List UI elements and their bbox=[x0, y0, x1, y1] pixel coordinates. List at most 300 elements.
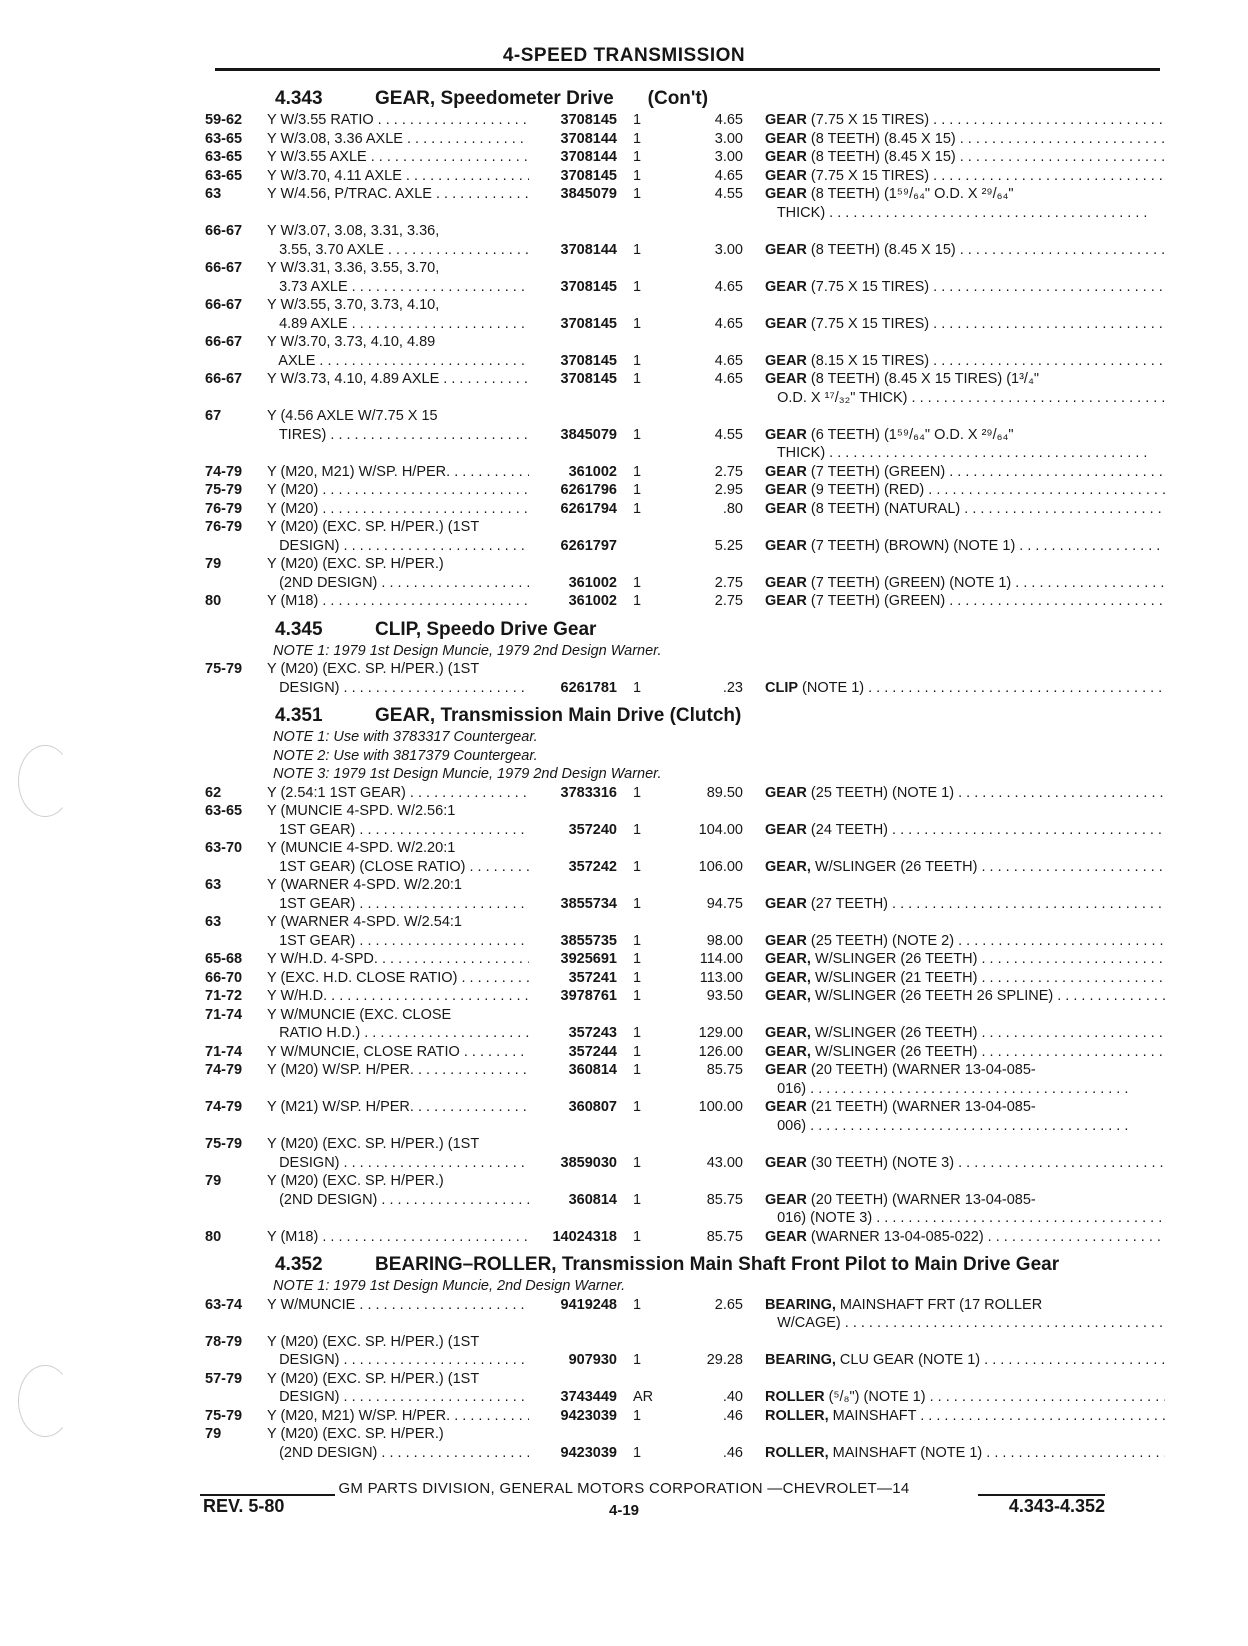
description bbox=[765, 969, 1165, 988]
section-spacer bbox=[205, 611, 1165, 617]
description-line bbox=[765, 1407, 1165, 1426]
application bbox=[267, 463, 529, 482]
application bbox=[267, 876, 529, 913]
description-line bbox=[765, 1191, 1165, 1210]
quantity: 1 bbox=[633, 130, 642, 147]
price: 85.75 bbox=[706, 1228, 743, 1245]
part-number: 6261797 bbox=[560, 537, 617, 554]
application bbox=[267, 969, 529, 988]
model-year: 76-79 bbox=[205, 519, 243, 535]
description-line bbox=[765, 987, 1165, 1006]
quantity: 1 bbox=[633, 969, 642, 986]
description-text: O.D. X ¹⁷/₃₂" THICK) bbox=[765, 389, 908, 406]
section-number: 4.352 bbox=[275, 1254, 323, 1275]
description-text: W/SLINGER (26 TEETH) bbox=[810, 1025, 978, 1041]
description-keyword: GEAR bbox=[765, 149, 807, 165]
description-text: MAINSHAFT bbox=[828, 1407, 917, 1424]
quantity: 1 bbox=[633, 1407, 642, 1424]
part-number: 3708145 bbox=[560, 278, 617, 295]
part-number: 361002 bbox=[568, 574, 617, 591]
quantity: 1 bbox=[633, 858, 642, 875]
price: 2.95 bbox=[714, 482, 743, 498]
part-number: 9423039 bbox=[560, 1407, 617, 1424]
part-number: 3743449 bbox=[560, 1389, 617, 1405]
model-year: 63 bbox=[205, 877, 222, 893]
application bbox=[267, 555, 529, 592]
application bbox=[267, 987, 529, 1006]
application bbox=[267, 185, 529, 204]
application bbox=[267, 660, 529, 697]
price: 2.75 bbox=[714, 593, 743, 609]
description bbox=[765, 130, 1165, 149]
part-row bbox=[205, 370, 1165, 407]
model-year: 74-79 bbox=[205, 1099, 243, 1115]
description bbox=[765, 1191, 1165, 1228]
description bbox=[765, 821, 1165, 840]
application-line: Y W/3.55, 3.70, 3.73, 4.10, bbox=[267, 297, 440, 313]
part-row bbox=[205, 1425, 1165, 1462]
price: 2.75 bbox=[714, 463, 743, 480]
price: 89.50 bbox=[706, 784, 743, 801]
description-keyword: GEAR bbox=[765, 1154, 807, 1171]
description bbox=[765, 278, 1165, 297]
title-rule bbox=[215, 68, 1160, 71]
quantity: 1 bbox=[633, 895, 642, 912]
description-line bbox=[765, 130, 1165, 149]
application-line: Y W/3.08, 3.36 AXLE . . . bbox=[267, 130, 529, 149]
description bbox=[765, 1228, 1165, 1247]
description bbox=[765, 463, 1165, 482]
description-text: THICK) bbox=[765, 445, 826, 461]
description bbox=[765, 426, 1165, 463]
application bbox=[267, 148, 529, 167]
part-number: 357241 bbox=[568, 969, 617, 986]
description bbox=[765, 500, 1165, 519]
part-row bbox=[205, 1333, 1165, 1370]
description-keyword: GEAR bbox=[765, 130, 807, 147]
model-year: 75-79 bbox=[205, 1136, 243, 1152]
description-line bbox=[765, 148, 1165, 167]
section-number: 4.351 bbox=[275, 705, 323, 726]
application-line: Y (M20, M21) W/SP. H/PER. . . . bbox=[267, 1407, 529, 1426]
quantity: 1 bbox=[633, 988, 642, 1004]
application bbox=[267, 481, 529, 500]
section-heading bbox=[205, 705, 1165, 727]
description-text: (27 TEETH) bbox=[806, 895, 889, 912]
description-line bbox=[765, 426, 1165, 445]
application bbox=[267, 950, 529, 969]
description-keyword: GEAR bbox=[765, 278, 807, 295]
model-year: 66-67 bbox=[205, 334, 243, 350]
application bbox=[267, 802, 529, 839]
application bbox=[267, 784, 529, 803]
price: 85.75 bbox=[706, 1191, 743, 1208]
description bbox=[765, 185, 1165, 222]
quantity: 1 bbox=[633, 1228, 642, 1245]
price: 4.65 bbox=[714, 371, 743, 387]
description-line bbox=[765, 481, 1165, 500]
description-text: 016) (NOTE 3) bbox=[765, 1210, 873, 1226]
application-line: Y W/MUNCIE (EXC. CLOSE bbox=[267, 1006, 452, 1023]
quantity: 1 bbox=[633, 1043, 642, 1060]
section-note: NOTE 1: Use with 3783317 Countergear. bbox=[273, 729, 538, 745]
price: 4.65 bbox=[714, 315, 743, 332]
description-line bbox=[765, 1117, 1165, 1136]
application-line: Y W/3.70, 3.73, 4.10, 4.89 bbox=[267, 334, 436, 350]
application-line: Y (M20) (EXC. SP. H/PER.) bbox=[267, 1173, 444, 1189]
description-text: (6 TEETH) (1⁵⁹/₆₄" O.D. X ²⁹/₆₄" bbox=[806, 426, 1014, 443]
description-line bbox=[765, 352, 1165, 371]
application bbox=[267, 839, 529, 876]
description-text: W/SLINGER (26 TEETH) bbox=[810, 1043, 978, 1060]
description-keyword: GEAR bbox=[765, 186, 807, 202]
part-number: 361002 bbox=[568, 593, 617, 609]
model-year: 63-65 bbox=[205, 803, 243, 819]
description-line bbox=[765, 278, 1165, 297]
application-line: DESIGN) . . . bbox=[267, 1351, 529, 1370]
price: 114.00 bbox=[699, 951, 743, 967]
application-line: 1ST GEAR) (CLOSE RATIO) . . . bbox=[267, 858, 529, 877]
description-line bbox=[765, 950, 1165, 969]
section-heading bbox=[205, 1254, 1165, 1276]
price: 93.50 bbox=[706, 988, 743, 1004]
part-number: 3859030 bbox=[560, 1154, 617, 1171]
description-line bbox=[765, 1388, 1165, 1407]
part-row bbox=[205, 784, 1165, 803]
part-number: 357243 bbox=[568, 1025, 617, 1041]
price: 113.00 bbox=[699, 969, 743, 986]
application bbox=[267, 1098, 529, 1117]
section-spacer bbox=[205, 1246, 1165, 1252]
model-year: 75-79 bbox=[205, 482, 243, 498]
application-line: Y (2.54:1 1ST GEAR) . . . bbox=[267, 784, 529, 803]
description-line bbox=[765, 315, 1165, 334]
description bbox=[765, 950, 1165, 969]
description-text: (7 TEETH) (GREEN) (NOTE 1) bbox=[806, 574, 1012, 591]
part-number: 3978761 bbox=[560, 988, 617, 1004]
part-number: 3845079 bbox=[560, 426, 617, 443]
description-keyword: GEAR bbox=[765, 932, 807, 949]
description bbox=[765, 987, 1165, 1006]
model-year: 66-67 bbox=[205, 223, 243, 239]
part-number: 361002 bbox=[568, 463, 617, 480]
description-line bbox=[765, 500, 1165, 519]
part-number: 6261796 bbox=[560, 482, 617, 498]
application-line: TIRES) . . . bbox=[267, 426, 529, 445]
description-keyword: GEAR bbox=[765, 895, 807, 912]
application-line: Y W/3.55 RATIO . . . bbox=[267, 111, 529, 130]
section-note: NOTE 1: 1979 1st Design Muncie, 1979 2nd Design Warner. bbox=[273, 642, 662, 659]
description-keyword: GEAR, bbox=[765, 988, 811, 1004]
description bbox=[765, 1351, 1165, 1370]
part-number: 3783316 bbox=[560, 784, 617, 801]
quantity: 1 bbox=[633, 784, 642, 801]
price: 4.65 bbox=[714, 112, 743, 128]
description-keyword: GEAR bbox=[765, 537, 807, 554]
part-number: 3855734 bbox=[560, 895, 617, 912]
application-line: Y W/3.31, 3.36, 3.55, 3.70, bbox=[267, 260, 440, 276]
quantity: 1 bbox=[633, 574, 642, 591]
part-number: 360814 bbox=[568, 1191, 617, 1208]
description-line bbox=[765, 370, 1165, 389]
application-line: 3.73 AXLE . . . bbox=[267, 278, 529, 297]
part-row bbox=[205, 111, 1165, 130]
application bbox=[267, 1425, 529, 1462]
part-number: 3708144 bbox=[560, 149, 617, 165]
description-text: (8 TEETH) (8.45 X 15) bbox=[806, 149, 956, 165]
description-line bbox=[765, 537, 1165, 556]
description-text: MAINSHAFT (NOTE 1) bbox=[828, 1444, 983, 1461]
description-line bbox=[765, 1098, 1165, 1117]
price: 106.00 bbox=[698, 858, 743, 875]
description-line bbox=[765, 1444, 1165, 1463]
description bbox=[765, 315, 1165, 334]
description bbox=[765, 1388, 1165, 1407]
quantity: AR bbox=[633, 1389, 654, 1405]
part-number: 3708145 bbox=[560, 112, 617, 128]
description-line bbox=[765, 111, 1165, 130]
model-year: 76-79 bbox=[205, 500, 243, 517]
description-line bbox=[765, 679, 1165, 698]
description-text: (7 TEETH) (GREEN) bbox=[806, 463, 946, 480]
part-row bbox=[205, 660, 1165, 697]
description-keyword: ROLLER, bbox=[765, 1407, 829, 1424]
section-number: 4.343 bbox=[275, 88, 323, 109]
description-keyword: GEAR bbox=[765, 784, 807, 801]
application-line: Y (M20) (EXC. SP. H/PER.) bbox=[267, 556, 444, 572]
description-keyword: GEAR bbox=[765, 500, 807, 517]
application bbox=[267, 913, 529, 950]
description-line bbox=[765, 241, 1165, 260]
part-number: 360814 bbox=[568, 1062, 617, 1078]
application bbox=[267, 407, 529, 444]
application bbox=[267, 1006, 529, 1043]
price: 126.00 bbox=[698, 1043, 743, 1060]
application bbox=[267, 1172, 529, 1209]
footer-publisher: GM PARTS DIVISION, GENERAL MOTORS CORPORATION —CHEVROLET—14 bbox=[338, 1480, 910, 1497]
description-keyword: GEAR, bbox=[765, 1043, 811, 1060]
section-heading bbox=[205, 619, 1165, 641]
model-year: 62 bbox=[205, 784, 222, 801]
description bbox=[765, 241, 1165, 260]
section-title: GEAR, Speedometer Drive bbox=[375, 88, 614, 109]
application-line: Y (M21) W/SP. H/PER. . . . bbox=[267, 1098, 529, 1117]
description-text: 006) bbox=[765, 1117, 807, 1134]
description-line bbox=[765, 574, 1165, 593]
quantity: 1 bbox=[633, 371, 642, 387]
model-year: 71-72 bbox=[205, 988, 243, 1004]
description-text: W/SLINGER (26 TEETH) bbox=[810, 951, 978, 967]
description-line bbox=[765, 784, 1165, 803]
part-number: 9423039 bbox=[560, 1444, 617, 1461]
application-line: Y (WARNER 4-SPD. W/2.20:1 bbox=[267, 877, 462, 893]
model-year: 74-79 bbox=[205, 463, 243, 480]
price: 4.65 bbox=[714, 352, 743, 369]
part-row bbox=[205, 1172, 1165, 1228]
application-line: Y (M20) . . . bbox=[267, 481, 529, 500]
description-keyword: GEAR bbox=[765, 426, 807, 443]
description-text: W/CAGE) bbox=[765, 1315, 841, 1331]
application-line: AXLE . . . bbox=[267, 352, 529, 371]
price: 5.25 bbox=[714, 537, 743, 554]
model-year: 63-65 bbox=[205, 130, 243, 147]
description-text: (24 TEETH) bbox=[806, 821, 889, 838]
description-keyword: GEAR bbox=[765, 574, 807, 591]
description-line bbox=[765, 1043, 1165, 1062]
model-year: 75-79 bbox=[205, 1407, 243, 1424]
description-keyword: GEAR bbox=[765, 1062, 807, 1078]
description-line bbox=[765, 895, 1165, 914]
section-note: NOTE 3: 1979 1st Design Muncie, 1979 2nd Design Warner. bbox=[273, 766, 662, 782]
part-number: 6261794 bbox=[560, 500, 617, 517]
price: 3.00 bbox=[714, 130, 743, 147]
description-line bbox=[765, 932, 1165, 951]
section-note: NOTE 1: 1979 1st Design Muncie, 2nd Design Warner. bbox=[273, 1278, 626, 1294]
description-keyword: GEAR, bbox=[765, 951, 811, 967]
application bbox=[267, 1135, 529, 1172]
part-row bbox=[205, 481, 1165, 500]
description-keyword: GEAR bbox=[765, 112, 807, 128]
description-keyword: GEAR bbox=[765, 315, 807, 332]
description-keyword: GEAR, bbox=[765, 969, 811, 986]
description-keyword: ROLLER, bbox=[765, 1444, 829, 1461]
application-line: Y (M20) (EXC. SP. H/PER.) bbox=[267, 1426, 444, 1442]
part-row bbox=[205, 185, 1165, 222]
quantity: 1 bbox=[633, 426, 642, 443]
description-text: (21 TEETH) (WARNER 13-04-085- bbox=[806, 1099, 1036, 1115]
description-line bbox=[765, 592, 1165, 611]
description-text: (8 TEETH) (8.45 X 15) bbox=[806, 130, 956, 147]
footer-revision: REV. 5-80 bbox=[203, 1496, 285, 1516]
footer-page-number: 4-19 bbox=[608, 1502, 640, 1519]
quantity: 1 bbox=[633, 932, 642, 949]
quantity: 1 bbox=[633, 186, 642, 202]
part-number: 3845079 bbox=[560, 186, 617, 202]
application-line: Y W/3.07, 3.08, 3.31, 3.36, bbox=[267, 223, 440, 239]
application bbox=[267, 1296, 529, 1315]
application bbox=[267, 1228, 529, 1247]
application-line: Y W/H.D. . . . bbox=[267, 987, 529, 1006]
application-line: Y (EXC. H.D. CLOSE RATIO) . . . bbox=[267, 969, 529, 988]
model-year: 79 bbox=[205, 556, 222, 572]
model-year: 80 bbox=[205, 1228, 222, 1245]
application-line: Y W/H.D. 4-SPD. . . . bbox=[267, 950, 529, 969]
part-row bbox=[205, 913, 1165, 950]
part-row bbox=[205, 1370, 1165, 1407]
quantity: 1 bbox=[633, 241, 642, 258]
part-row bbox=[205, 463, 1165, 482]
part-number: 3708145 bbox=[560, 315, 617, 332]
application-line: Y (M20) (EXC. SP. H/PER.) (1ST bbox=[267, 661, 480, 677]
price: 3.00 bbox=[714, 241, 743, 258]
description-text: (9 TEETH) (RED) bbox=[806, 482, 925, 498]
quantity: 1 bbox=[633, 951, 642, 967]
section-title: GEAR, Transmission Main Drive (Clutch) bbox=[375, 705, 742, 726]
description-text: (7.75 X 15 TIRES) bbox=[806, 167, 930, 184]
application bbox=[267, 1407, 529, 1426]
description-text: W/SLINGER (26 TEETH) bbox=[810, 858, 978, 875]
section-spacer bbox=[205, 1462, 1165, 1468]
description bbox=[765, 111, 1165, 130]
part-number: 3708144 bbox=[560, 130, 617, 147]
part-row bbox=[205, 1043, 1165, 1062]
quantity: 1 bbox=[633, 149, 642, 165]
part-row bbox=[205, 555, 1165, 592]
description-keyword: GEAR, bbox=[765, 1025, 811, 1041]
model-year: 63-70 bbox=[205, 840, 243, 856]
description-line bbox=[765, 1296, 1165, 1315]
application-line: Y (MUNCIE 4-SPD. W/2.56:1 bbox=[267, 803, 456, 819]
part-row bbox=[205, 839, 1165, 876]
application bbox=[267, 333, 529, 370]
application-line: Y (M20) (EXC. SP. H/PER.) (1ST bbox=[267, 1370, 480, 1387]
description-line bbox=[765, 167, 1165, 186]
part-row bbox=[205, 167, 1165, 186]
description bbox=[765, 1154, 1165, 1173]
application-line: Y (M20) W/SP. H/PER. . . . bbox=[267, 1061, 529, 1080]
description-text: (7.75 X 15 TIRES) bbox=[806, 315, 930, 332]
description-text: (8 TEETH) (8.45 X 15) bbox=[806, 241, 956, 258]
application bbox=[267, 1061, 529, 1080]
quantity: 1 bbox=[633, 278, 642, 295]
description bbox=[765, 932, 1165, 951]
description-keyword: GEAR bbox=[765, 463, 807, 480]
description bbox=[765, 1296, 1165, 1333]
description-text: (25 TEETH) (NOTE 2) bbox=[806, 932, 955, 949]
part-row bbox=[205, 407, 1165, 463]
application-line: Y W/MUNCIE . . . bbox=[267, 1296, 529, 1315]
model-year: 79 bbox=[205, 1173, 222, 1189]
description-line bbox=[765, 1228, 1165, 1247]
model-year: 66-67 bbox=[205, 260, 243, 276]
application-line: 1ST GEAR) . . . bbox=[267, 895, 529, 914]
quantity: 1 bbox=[633, 1025, 642, 1041]
part-row bbox=[205, 802, 1165, 839]
description-text: (WARNER 13-04-085-022) bbox=[806, 1228, 984, 1245]
description-text: 016) bbox=[765, 1080, 807, 1097]
price: 85.75 bbox=[706, 1062, 743, 1078]
application bbox=[267, 370, 529, 389]
price: 104.00 bbox=[698, 821, 743, 838]
application-line: (2ND DESIGN) . . . bbox=[267, 574, 529, 593]
price: 2.75 bbox=[714, 574, 743, 591]
part-number: 357242 bbox=[568, 858, 617, 875]
application-line: Y W/3.70, 4.11 AXLE . . . bbox=[267, 167, 529, 186]
part-row bbox=[205, 876, 1165, 913]
page-title: 4-SPEED TRANSMISSION bbox=[502, 45, 746, 66]
application bbox=[267, 259, 529, 296]
description-keyword: GEAR bbox=[765, 1099, 807, 1115]
part-row bbox=[205, 130, 1165, 149]
application-line: Y (4.56 AXLE W/7.75 X 15 bbox=[267, 408, 438, 424]
application-line: DESIGN) . . . bbox=[267, 1154, 529, 1173]
quantity: 1 bbox=[633, 315, 642, 332]
description-text: W/SLINGER (21 TEETH) bbox=[810, 969, 978, 986]
description bbox=[765, 1043, 1165, 1062]
description bbox=[765, 679, 1165, 698]
punch-hole-mark bbox=[18, 745, 72, 817]
quantity: 1 bbox=[633, 1062, 642, 1078]
description-keyword: GEAR bbox=[765, 352, 807, 369]
description-keyword: GEAR bbox=[765, 821, 807, 838]
part-row bbox=[205, 1006, 1165, 1043]
description-line bbox=[765, 1080, 1165, 1099]
price: .40 bbox=[722, 1389, 743, 1405]
application-line: DESIGN) . . . bbox=[267, 1388, 529, 1407]
model-year: 63-74 bbox=[205, 1296, 243, 1313]
part-row bbox=[205, 1296, 1165, 1333]
description-line bbox=[765, 969, 1165, 988]
